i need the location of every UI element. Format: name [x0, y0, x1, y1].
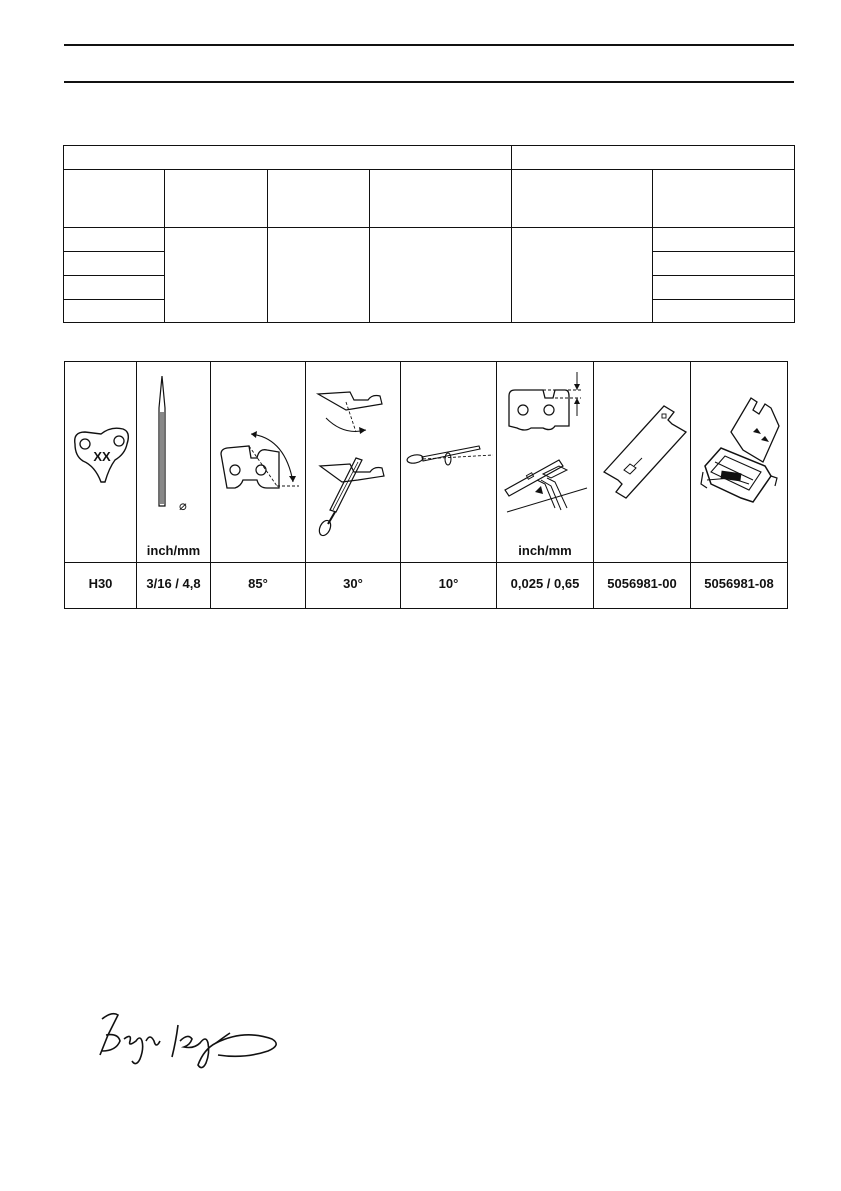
- spec-merged-cell-2: [165, 228, 268, 323]
- spec-row-3-cell-6: [653, 276, 795, 300]
- second-rule: [64, 81, 794, 83]
- cutter-angle-value: 85°: [211, 562, 305, 608]
- spec-col-6-header: [653, 170, 795, 228]
- round-file-icon: [137, 362, 211, 562]
- spec-row-2-cell-1: [64, 252, 165, 276]
- depth-gauge-unit: inch/mm: [518, 543, 572, 558]
- spec-col-1-header: [64, 170, 165, 228]
- file-tilt-icon: [401, 362, 497, 562]
- file-diameter-unit: inch/mm: [146, 543, 201, 558]
- spec-col-3-header: [268, 170, 370, 228]
- depth-gauge-tool-part: 5056981-00: [594, 562, 690, 608]
- depth-gauge-icon: [497, 362, 594, 562]
- spec-col-4-header: [370, 170, 512, 228]
- signature: [94, 1005, 284, 1075]
- file-guide-icon: [691, 362, 788, 562]
- depth-gauge-value: 0,025 / 0,65: [497, 562, 593, 608]
- spec-row-4-cell-1: [64, 300, 165, 323]
- chain-type-cell: [65, 362, 137, 609]
- depth-gauge-tool-icon: [594, 362, 691, 562]
- filing-angle-cell: [306, 362, 401, 609]
- diameter-symbol: ⌀: [179, 499, 187, 514]
- chain-stamp-text: XX: [93, 449, 111, 464]
- cutter-angle-cell: [211, 362, 306, 609]
- spec-row-3-cell-1: [64, 276, 165, 300]
- spec-row-1-cell-1: [64, 228, 165, 252]
- file-guide-part: 5056981-08: [691, 562, 787, 608]
- depth-gauge-tool-cell: [594, 362, 691, 609]
- spec-row-1-cell-6: [653, 228, 795, 252]
- filing-angle-value: 30°: [306, 562, 400, 608]
- chain-link-icon: [65, 362, 137, 562]
- spec-row-4-cell-6: [653, 300, 795, 323]
- file-guide-cell: [691, 362, 788, 609]
- spec-merged-cell-5: [512, 228, 653, 323]
- cutter-angle-icon: [211, 362, 306, 562]
- depth-gauge-cell: [497, 362, 594, 609]
- file-diameter-cell: [137, 362, 211, 609]
- file-tilt-value: 10°: [401, 562, 496, 608]
- spec-col-2-header: [165, 170, 268, 228]
- sharpening-table: [64, 361, 788, 609]
- filing-angle-icon: [306, 362, 401, 562]
- file-tilt-cell: [401, 362, 497, 609]
- spec-merged-cell-4: [370, 228, 512, 323]
- spec-col-5-header: [512, 170, 653, 228]
- top-rule: [64, 44, 794, 46]
- chain-type-value: H30: [65, 562, 136, 608]
- spec-header-right: [512, 146, 795, 170]
- spec-merged-cell-3: [268, 228, 370, 323]
- spec-header-left: [64, 146, 512, 170]
- file-diameter-value: 3/16 / 4,8: [137, 562, 210, 608]
- specification-table: [63, 145, 795, 323]
- spec-row-2-cell-6: [653, 252, 795, 276]
